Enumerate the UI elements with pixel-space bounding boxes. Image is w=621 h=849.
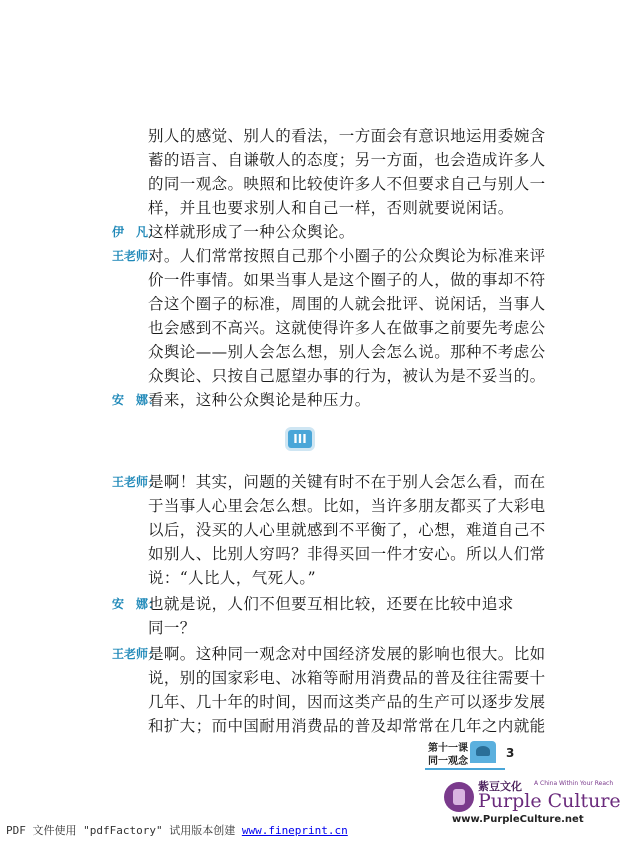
- text-line: 于当事人心里会怎么想。比如，当许多朋友都买了大彩电: [148, 497, 546, 515]
- text-line: 价一件事情。如果当事人是这个圈子的人，做的事却不符: [148, 271, 546, 289]
- text-line: 以后，没买的人心里就感到不平衡了，心想，难道自己不: [148, 521, 546, 539]
- text-line: 说：“人比人，气死人。”: [148, 569, 316, 587]
- text-line: 同一？: [148, 619, 196, 637]
- text-line: 的同一观念。映照和比较使许多人不但要求自己与别人一: [148, 175, 546, 193]
- text-line: 如别人、比别人穷吗？非得买回一件才安心。所以人们常: [148, 545, 546, 563]
- section-marker: III: [288, 430, 312, 448]
- text-line: 也会感到不高兴。这就使得许多人在做事之前要先考虑公: [148, 319, 546, 337]
- watermark-tagline: A China Within Your Reach: [534, 780, 614, 787]
- text-line: 是啊！其实，问题的关键有时不在于别人会怎么看，而在: [148, 473, 546, 491]
- text-line: 几年、几十年的时间，因而这类产品的生产可以逐步发展: [148, 693, 546, 711]
- text-line: 样，并且也要求别人和自己一样，否则就要说闲话。: [148, 199, 514, 217]
- speaker-label: 安 娜：: [112, 597, 161, 611]
- purple-culture-watermark: [444, 778, 621, 828]
- text-line: 这样就形成了一种公众舆论。: [148, 223, 355, 241]
- text-line: 合这个圈子的标准，周围的人就会批评、说闲话，当事人: [148, 295, 546, 313]
- watermark-url: www.PurpleCulture.net: [452, 814, 584, 825]
- watermark-en-name: Purple Culture: [478, 790, 621, 812]
- lesson-icon: [470, 741, 496, 763]
- lesson-label: [428, 742, 468, 768]
- text-line: 众舆论——别人会怎么想，别人会怎么说。那种不考虑公: [148, 343, 546, 361]
- watermark-cn-name: 紫豆文化: [478, 780, 522, 793]
- text-line: 看来，这种公众舆论是种压力。: [148, 391, 371, 409]
- text-line: 对。人们常常按照自己那个小圈子的公众舆论为标准来评: [148, 247, 546, 265]
- text-line: 众舆论、只按自己愿望办事的行为，被认为是不妥当的。: [148, 367, 546, 385]
- text-line: 是啊。这种同一观念对中国经济发展的影响也很大。比如: [148, 645, 546, 663]
- text-line: 别人的感觉、别人的看法，一方面会有意识地运用委婉含: [148, 127, 546, 145]
- text-line: 和扩大；而中国耐用消费品的普及却常常在几年之内就能: [148, 717, 546, 735]
- page-number: 3: [506, 746, 515, 760]
- lesson-number: 第十一课: [428, 743, 468, 754]
- pdf-note-link[interactable]: www.fineprint.cn: [241, 824, 348, 837]
- speaker-label: 王老师：: [112, 647, 161, 661]
- pdf-creation-note: [6, 822, 348, 838]
- text-line: 也就是说，人们不但要互相比较，还要在比较中追求: [148, 595, 514, 613]
- speaker-label: 安 娜：: [112, 393, 161, 407]
- pdf-note-text: PDF 文件使用 "pdfFactory" 试用版本创建: [6, 824, 242, 837]
- speaker-label: 伊 凡：: [112, 225, 161, 239]
- speaker-label: 王老师：: [112, 475, 161, 489]
- footer-rule: [425, 768, 505, 770]
- speaker-label: 王老师：: [112, 249, 161, 263]
- text-line: 说，别的国家彩电、冰箱等耐用消费品的普及往往需要十: [148, 669, 546, 687]
- text-line: 蓄的语言、自谦敬人的态度；另一方面，也会造成许多人: [148, 151, 546, 169]
- lesson-title: 同一观念: [428, 756, 468, 767]
- purple-culture-logo-icon: [444, 782, 474, 812]
